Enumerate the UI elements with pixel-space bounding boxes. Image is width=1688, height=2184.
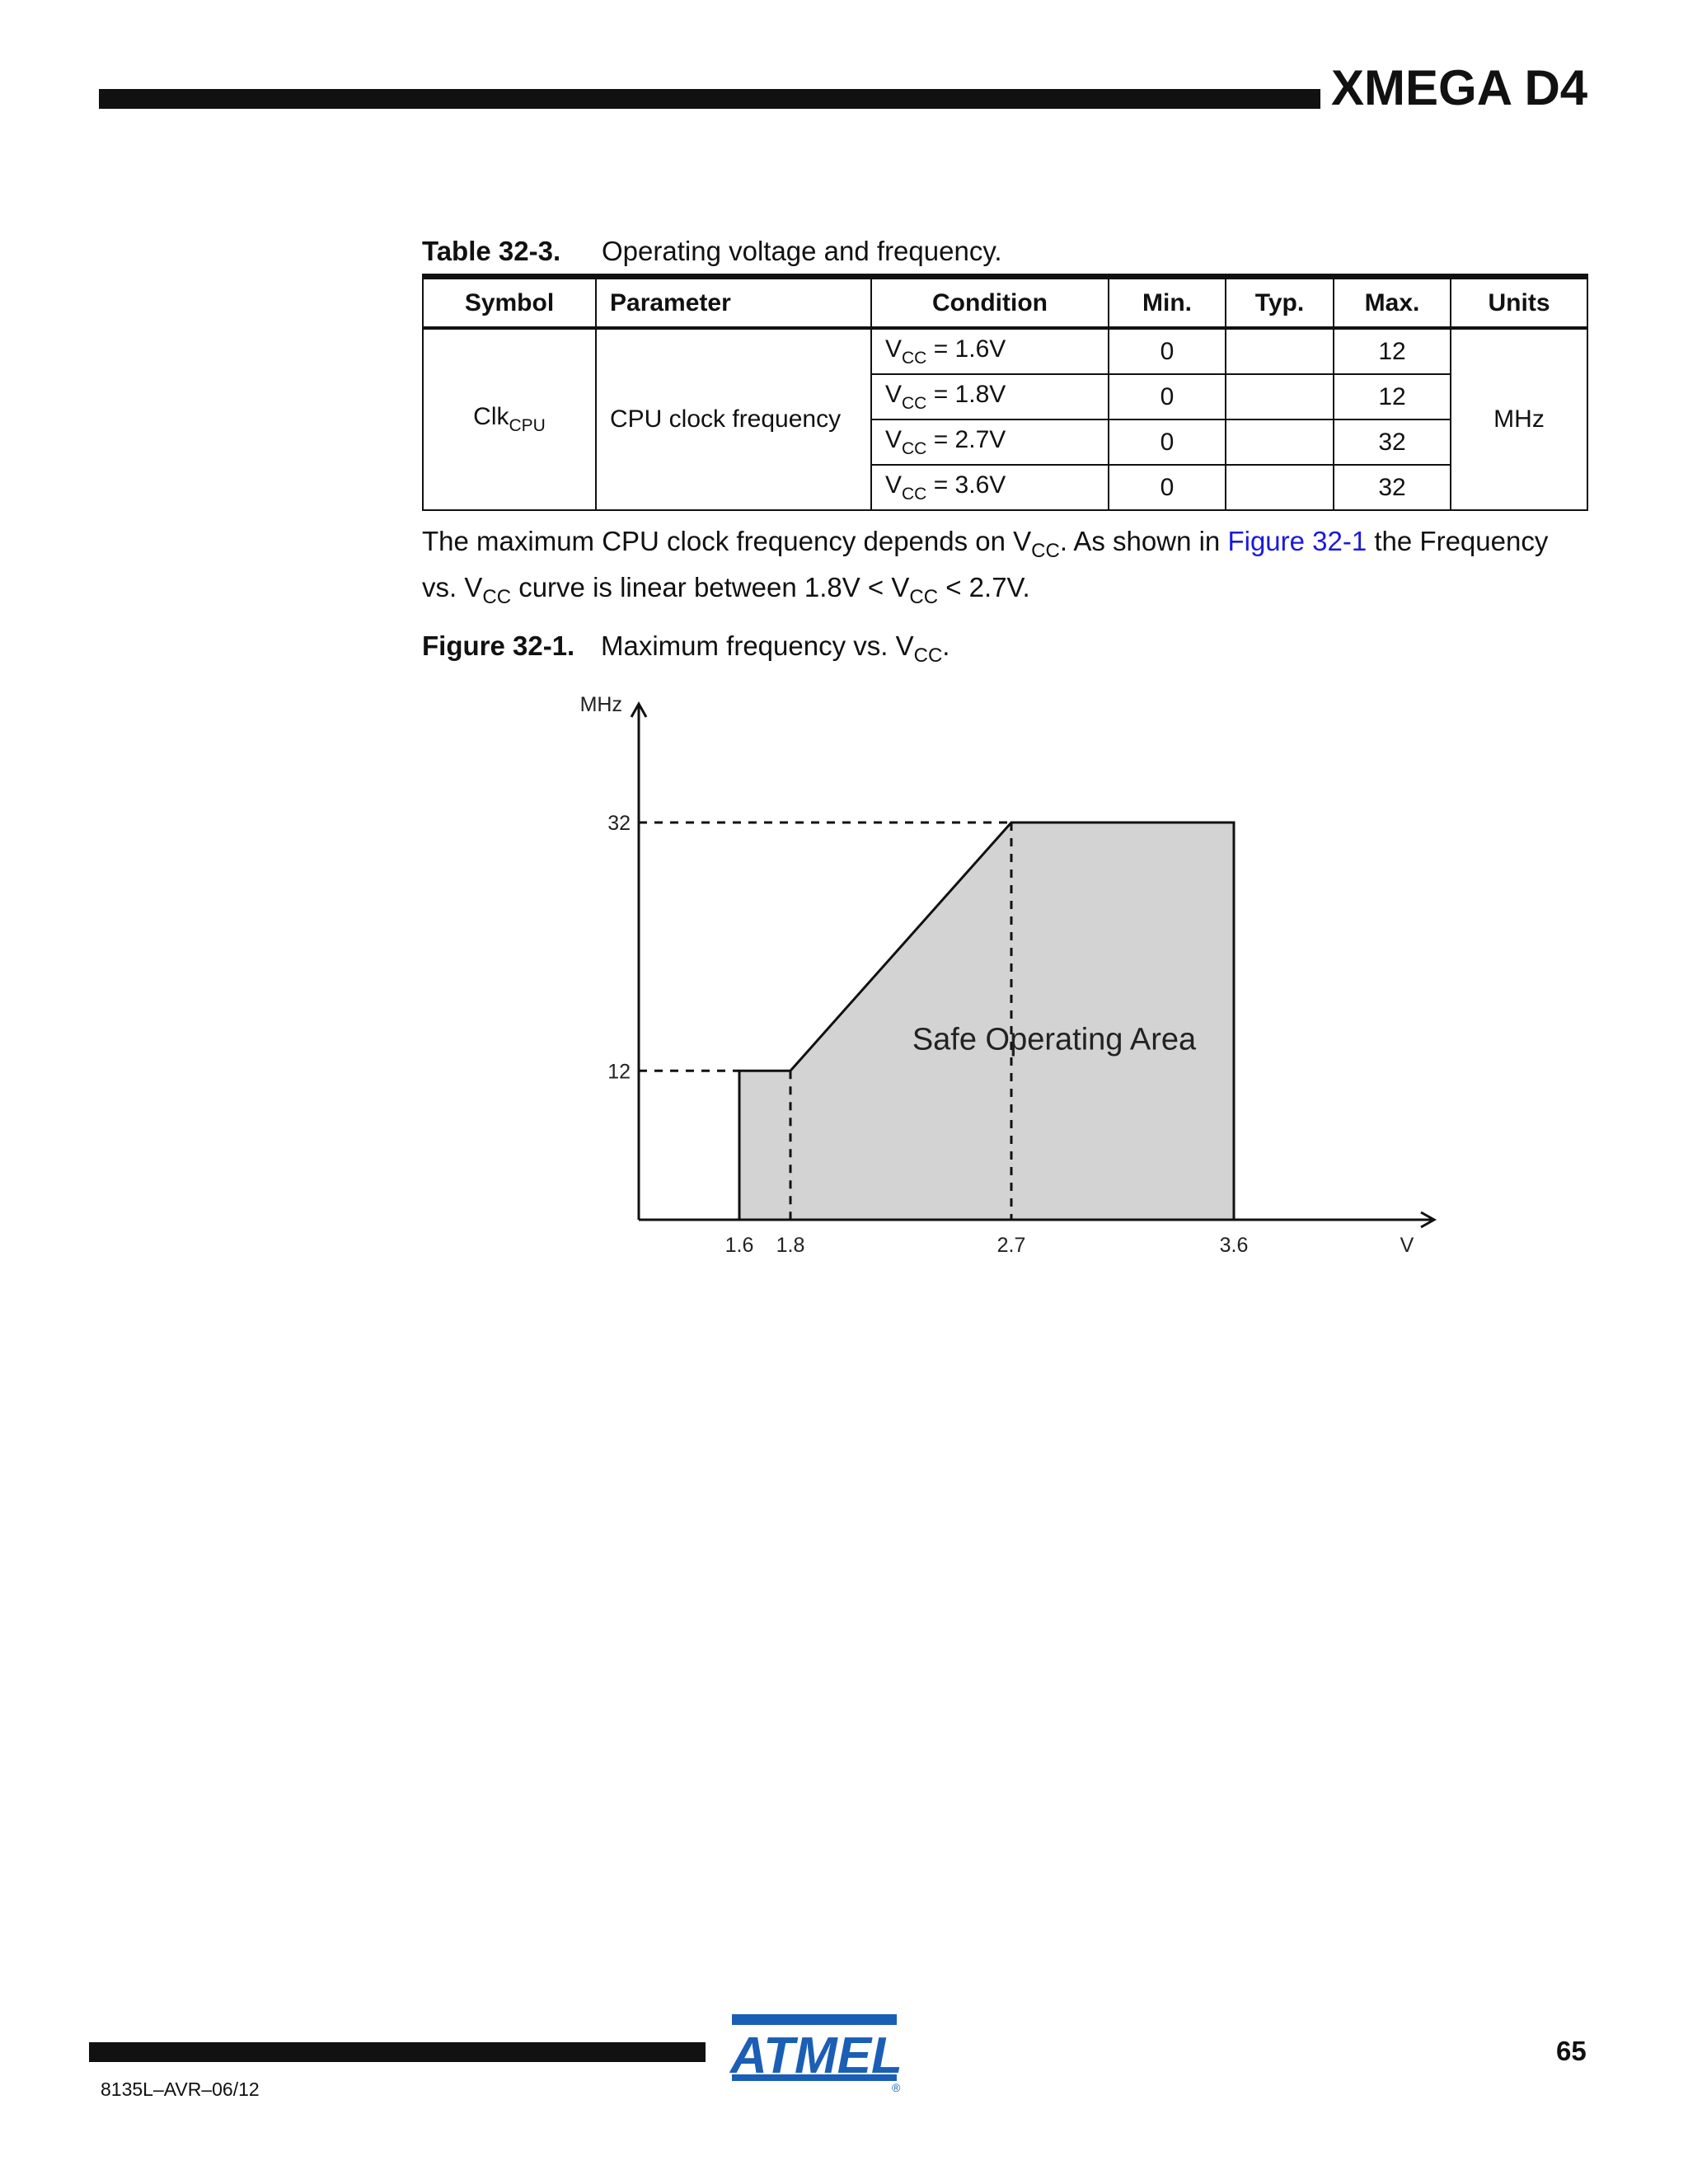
footer-rule bbox=[89, 2042, 706, 2062]
condition-cell bbox=[871, 465, 1109, 510]
paragraph-text: curve is linear between 1.8V < V bbox=[511, 572, 910, 602]
condition-var: V bbox=[885, 425, 903, 453]
document-code: 8135L–AVR–06/12 bbox=[101, 2079, 260, 2100]
x-tick-label: 2.7 bbox=[996, 1234, 1026, 1257]
condition-var: V bbox=[885, 335, 903, 363]
symbol-cell bbox=[423, 328, 596, 510]
table-caption-number: Table 32-3. bbox=[422, 236, 561, 266]
column-header: Min. bbox=[1109, 277, 1226, 329]
x-tick-label: 1.8 bbox=[776, 1234, 805, 1257]
table-row bbox=[423, 328, 1587, 374]
x-tick-label: 3.6 bbox=[1219, 1234, 1249, 1257]
typ-cell bbox=[1226, 419, 1334, 465]
symbol-subscript: CPU bbox=[509, 416, 546, 435]
max-cell: 12 bbox=[1334, 374, 1451, 419]
min-cell: 0 bbox=[1109, 328, 1226, 374]
safe-operating-area bbox=[739, 823, 1234, 1220]
x-tick-label: 1.6 bbox=[724, 1234, 754, 1257]
y-axis-label: MHz bbox=[579, 693, 622, 716]
x-axis-label: V bbox=[1400, 1234, 1414, 1257]
column-header: Symbol bbox=[423, 277, 596, 329]
units-cell: MHz bbox=[1451, 328, 1587, 510]
column-header: Parameter bbox=[596, 277, 871, 329]
min-cell: 0 bbox=[1109, 419, 1226, 465]
y-tick-label: 32 bbox=[607, 812, 631, 835]
condition-value: = 1.6V bbox=[926, 335, 1006, 363]
condition-cell bbox=[871, 328, 1109, 374]
registered-mark-icon: ® bbox=[892, 2081, 901, 2093]
paragraph-text: < 2.7V. bbox=[938, 572, 1030, 602]
typ-cell bbox=[1226, 465, 1334, 510]
condition-cell bbox=[871, 419, 1109, 465]
document-title: XMEGA D4 bbox=[1331, 60, 1588, 115]
paragraph-text: The maximum CPU clock frequency depends on V bbox=[422, 526, 1032, 556]
parameter-cell: CPU clock frequency bbox=[596, 328, 871, 510]
typ-cell bbox=[1226, 328, 1334, 374]
max-cell: 32 bbox=[1334, 465, 1451, 510]
table-caption-text: Operating voltage and frequency. bbox=[602, 236, 1002, 266]
paragraph-subscript: CC bbox=[909, 586, 939, 608]
logo-top-stripe bbox=[732, 2014, 897, 2025]
max-frequency-chart bbox=[544, 684, 1459, 1277]
paragraph-text: . As shown in bbox=[1059, 526, 1228, 556]
operating-voltage-table bbox=[422, 274, 1588, 511]
paragraph-subscript: CC bbox=[1031, 540, 1060, 562]
condition-subscript: CC bbox=[902, 348, 927, 368]
region-label: Safe Operating Area bbox=[912, 1022, 1197, 1057]
paragraph-subscript: CC bbox=[482, 586, 512, 608]
figure-caption-number: Figure 32-1. bbox=[422, 630, 575, 661]
page-number: 65 bbox=[1556, 2036, 1587, 2066]
atmel-logo-mark bbox=[729, 2014, 903, 2084]
column-header: Units bbox=[1451, 277, 1587, 329]
condition-cell bbox=[871, 374, 1109, 419]
column-header: Max. bbox=[1334, 277, 1451, 329]
condition-subscript: CC bbox=[902, 484, 927, 504]
condition-var: V bbox=[885, 471, 903, 499]
min-cell: 0 bbox=[1109, 374, 1226, 419]
typ-cell bbox=[1226, 374, 1334, 419]
max-cell: 12 bbox=[1334, 328, 1451, 374]
atmel-logo bbox=[725, 2011, 907, 2093]
symbol-text: Clk bbox=[473, 403, 509, 430]
figure-caption-end: . bbox=[942, 630, 950, 661]
y-tick-label: 12 bbox=[607, 1060, 631, 1084]
header-rule bbox=[99, 89, 1320, 109]
condition-value: = 1.8V bbox=[926, 380, 1006, 408]
figure-caption bbox=[422, 630, 950, 668]
figure-caption-text: Maximum frequency vs. V bbox=[601, 630, 914, 661]
condition-value: = 2.7V bbox=[926, 425, 1006, 453]
table-caption bbox=[422, 236, 1002, 267]
column-header: Typ. bbox=[1226, 277, 1334, 329]
column-header: Condition bbox=[871, 277, 1109, 329]
paragraph-text: the Frequency vs. V bbox=[422, 526, 1549, 602]
logo-wordmark: ATMEL bbox=[730, 2027, 903, 2084]
body-paragraph bbox=[422, 523, 1588, 616]
table-header-row bbox=[423, 277, 1587, 329]
condition-subscript: CC bbox=[902, 438, 927, 458]
min-cell: 0 bbox=[1109, 465, 1226, 510]
condition-subscript: CC bbox=[902, 393, 927, 413]
condition-value: = 3.6V bbox=[926, 471, 1006, 499]
figure-reference-link[interactable]: Figure 32-1 bbox=[1227, 526, 1367, 556]
condition-var: V bbox=[885, 380, 903, 408]
figure-caption-subscript: CC bbox=[913, 644, 943, 667]
max-cell: 32 bbox=[1334, 419, 1451, 465]
